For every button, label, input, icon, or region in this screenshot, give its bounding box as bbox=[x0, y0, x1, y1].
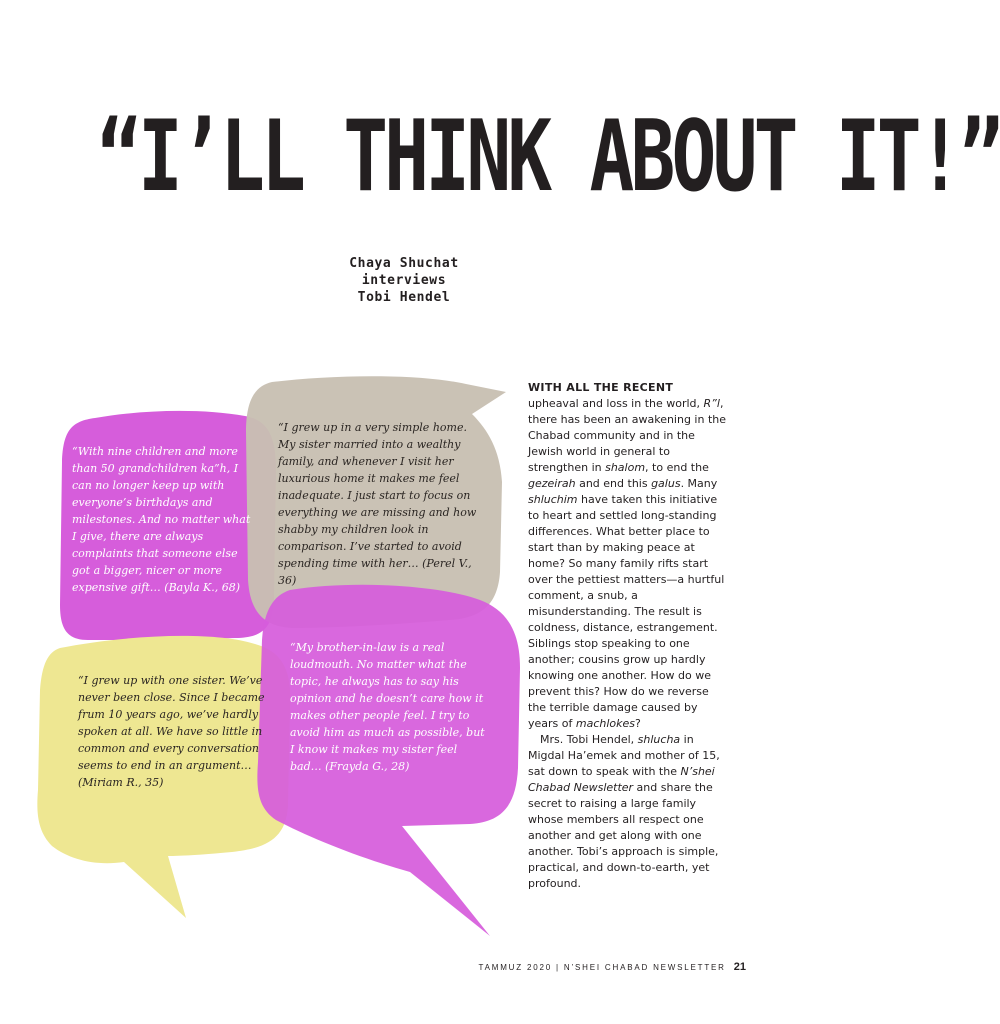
quote-miriam: “I grew up with one sister. We’ve never been close. Since I became frum 10 years ago, we’ve hardly spoken at all. We have so little in common and every conversation seems to end in an argument… (Miriam R., 35) bbox=[78, 674, 265, 789]
headline: “I’LL THINK ABOUT IT!” bbox=[96, 100, 1000, 214]
quote-perel: “I grew up in a very simple home. My sister married into a wealthy family, and whenever I visit her luxurious home it makes me feel inadequate. I just start to focus on everything we are missing and how shabby my children look in comparison. I’ve started to avoid spending time with her… (Perel V., 36) bbox=[278, 421, 477, 587]
footer-publication: TAMMUZ 2020 | N’SHEI CHABAD NEWSLETTER bbox=[478, 963, 726, 972]
byline-subject: Tobi Hendel bbox=[357, 290, 451, 305]
article-lead-in: WITH ALL THE RECENT bbox=[528, 381, 674, 394]
page-footer bbox=[479, 961, 747, 973]
byline-interviews: interviews bbox=[361, 273, 447, 288]
article-paragraph-2: Mrs. Tobi Hendel, shlucha in Migdal Ha’emek and mother of 15, sat down to speak with the N’shei Chabad Newsletter and share the secret to raising a large family whose members all respect one another and get along with one another. Tobi’s approach is simple, practical, and down-to-earth, yet profound. bbox=[528, 733, 720, 890]
page-number: 21 bbox=[733, 961, 746, 973]
article-paragraph-1: WITH ALL THE RECENT upheaval and loss in the world, R”l, there has been an awakening in the Chabad community and in the Jewish world in general to strengthen in shalom, to end the gezeirah and end this galus. Many shluchim have taken this initiative to heart and settled long-standing differences. What better place to start than by making peace at home? So many family rifts start over the pettiest matters—a hurtful comment, a snub, a misunderstanding. The result is coldness, distance, estrangement. Siblings stop speaking to one another; cousins grow up hardly knowing one another. How do we prevent this? How do we reverse the terrible damage caused by years of machlokes? bbox=[528, 381, 727, 730]
byline-author: Chaya Shuchat bbox=[349, 256, 459, 271]
quote-bayla: “With nine children and more than 50 grandchildren ka”h, I can no longer keep up with everyone’s birthdays and milestones. And no matter what I give, there are always complaints that someone else got a bigger, nicer or more expensive gift… (Bayla K., 68) bbox=[72, 445, 251, 594]
quote-frayda: “My brother-in-law is a real loudmouth. No matter what the topic, he always has to say his opinion and he doesn’t care how it makes other people feel. I try to avoid him as much as possible, but I know it makes my sister feel bad… (Frayda G., 28) bbox=[290, 641, 485, 773]
article-intro bbox=[528, 380, 728, 892]
